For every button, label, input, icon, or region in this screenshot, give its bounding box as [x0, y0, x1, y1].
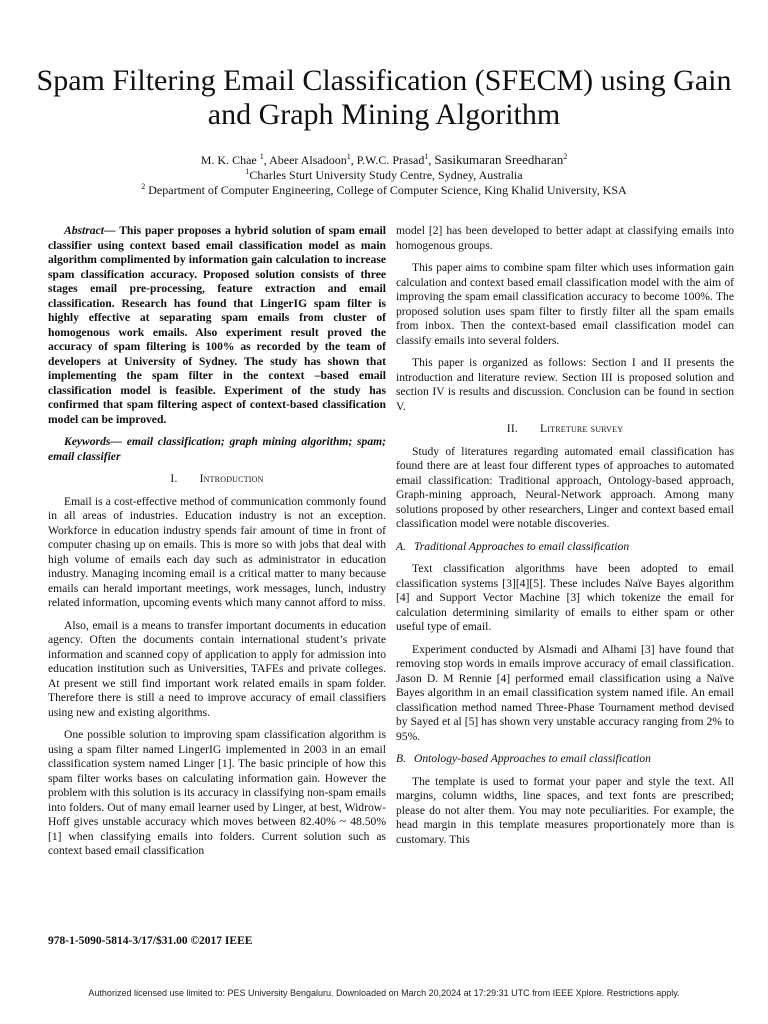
- section-number: II.: [506, 422, 518, 435]
- affil-mark: 2: [141, 182, 146, 191]
- section-heading-introduction: [48, 472, 386, 487]
- license-footer: Authorized licensed use limited to: PES University Bengaluru. Downloaded on March 20,2024 at 17:29:31 UTC from IEEE Xplore. Restrictions apply.: [88, 988, 680, 998]
- subsection-heading-ontology: [396, 752, 734, 767]
- abstract: [48, 224, 386, 427]
- affiliation-1: [30, 168, 738, 183]
- subsection-title: Ontology-based Approaches to email classification: [413, 752, 651, 765]
- paragraph: One possible solution to improving spam classification algorithm is using a spam filter named LingerIG implemented in 2003 in an email classification system named Linger [1]. The basic principle of how this spam filter works bases on calculating information gain. However the problem with this solution is its accuracy in classifying non-spam emails into folders. Out of many email learner used by Linger, at best, Widrow-Hoff gives unstable accuracy which moves between 82.40% ~ 48.50% [1] when classifying emails into folders. Current solution such as context based email classification: [48, 728, 386, 857]
- isbn-line: 978-1-5090-5814-3/17/$31.00 ©2017 IEEE: [48, 935, 253, 947]
- author-name: M. K. Chae: [200, 153, 257, 167]
- section-title: Litreture survey: [540, 422, 624, 435]
- left-column: [48, 224, 386, 867]
- keywords: [48, 435, 386, 464]
- keywords-text: email classification; graph mining algorithm; spam; email classifier: [48, 435, 386, 463]
- subsection-letter: A.: [396, 539, 406, 553]
- author-name: Sasikumaran Sreedharan: [434, 152, 564, 167]
- paragraph: The template is used to format your paper and style the text. All margins, column widths, line spaces, and text fonts are prescribed; please do not alter them. You may note peculiarities. For example, the head margin in this template measures proportionately more than is customary. This: [396, 774, 734, 846]
- section-heading-literature-survey: [396, 422, 734, 437]
- subsection-heading-traditional: [396, 540, 734, 555]
- author-line: M. K. Chae $^1$, Abeer Alsadoon$^1$, P.W.C. Prasad$^1$, Sasikumaran Sreedharan$^2$: [200, 152, 568, 167]
- affil-text: Charles Sturt University Study Centre, Sydney, Australia: [249, 168, 523, 182]
- author-name: P.W.C. Prasad: [356, 153, 425, 167]
- author-block: [30, 152, 738, 198]
- author-name: Abeer Alsadoon: [269, 153, 347, 167]
- paragraph: Study of literatures regarding automated email classification has found there are at least four different types of approaches to automated email classification: Traditional approach, Ontology-based approach, Graph-mining approach, Neural-Network approach. Among many solutions proposed by other researchers, Linger and context based email classification model were notable discoveries.: [396, 444, 734, 530]
- section-title: Introduction: [199, 472, 264, 485]
- affil-mark: 1: [245, 167, 250, 176]
- subsection-title: Traditional Approaches to email classification: [413, 539, 630, 553]
- affil-text: Department of Computer Engineering, College of Computer Science, King Khalid University, KSA: [148, 183, 627, 197]
- author-affil-mark: 1: [259, 152, 264, 161]
- paragraph: This paper is organized as follows: Section I and II presents the introduction and literature review. Section III is proposed solution and section IV is results and discussion. Conclusion can be found in section V.: [396, 356, 734, 413]
- paragraph: Experiment conducted by Alsmadi and Alhami [3] have found that removing stop words in emails improve accuracy of email classification. Jason D. M Rennie [4] performed email classification using a Naïve Bayes algorithm in an email classification system named ifile. An email classification method named Three-Phase Tournament method devised by Sayed et al [5] has shown very unstable accuracy ranging from 2% to 95%.: [396, 642, 734, 743]
- subsection-letter: B.: [396, 752, 406, 765]
- right-column: [396, 224, 734, 855]
- author-affil-mark: 1: [346, 152, 351, 161]
- paragraph: model [2] has been developed to better adapt at classifying emails into homogenous groups.: [396, 224, 734, 252]
- author-affil-mark: 2: [563, 152, 568, 161]
- paragraph: Email is a cost-effective method of communication commonly found in all areas of industries. Education industry is not an exception. Workforce in education industry spends fair amount of time in front of computer chasing up on emails. This is more so with jobs that deal with high volume of emails each day such as administrator in education industry. Managing incoming email is a critical matter to many because emails can herald important meetings, work messages, lunch, industry related information, upcoming events which many cannot afford to miss.: [48, 494, 386, 609]
- paragraph: Text classification algorithms have been adopted to email classification systems [3][4][5]. These includes Naïve Bayes algorithm [4] and Support Vector Machine [3] which tokenize the email for calculation determining similarity of emails to either spam or other useful type of email.: [396, 562, 734, 633]
- section-number: I.: [170, 472, 178, 485]
- affiliation-2: [30, 183, 738, 198]
- abstract-label: Abstract—: [64, 224, 116, 237]
- paper-title: Spam Filtering Email Classification (SFECM) using Gain and Graph Mining Algorithm: [36, 64, 732, 131]
- paragraph: This paper aims to combine spam filter which uses information gain calculation and context based email classification model with the aim of improving the spam email classification accuracy to become 100%. The proposed solution uses spam filter to firstly filter all the spam emails from inbox. Then the context-based email classification model can classify emails into several folders.: [396, 261, 734, 347]
- paragraph: Also, email is a means to transfer important documents in education agency. Often the documents contain international student’s private information and scanned copy of application to apply for admission into education institution such as Universities, TAFEs and private colleges. At present we still find important work related emails in spam folder. Therefore there is still a need to improve accuracy of email classifiers using new and existing algorithms.: [48, 618, 386, 719]
- keywords-label: Keywords—: [64, 435, 122, 448]
- author-affil-mark: 1: [424, 152, 429, 161]
- abstract-text: This paper proposes a hybrid solution of spam email classifier using context based email classification model as main algorithm complimented by information gain calculation to increase spam classification accuracy. Proposed solution consists of three stages email pre-processing, feature extraction and email classification. Research has found that LingerIG spam filter is highly effective at separating spam emails from cluster of homogenous work emails. Also experiment result proved the accuracy of spam filtering is 100% as recorded by the team of developers at University of Sydney. The study has shown that implementing the spam filter in the context –based email classification model is feasible. Experiment of the study has confirmed that spam filtering aspect of context-based classification model can be improved.: [48, 224, 386, 426]
